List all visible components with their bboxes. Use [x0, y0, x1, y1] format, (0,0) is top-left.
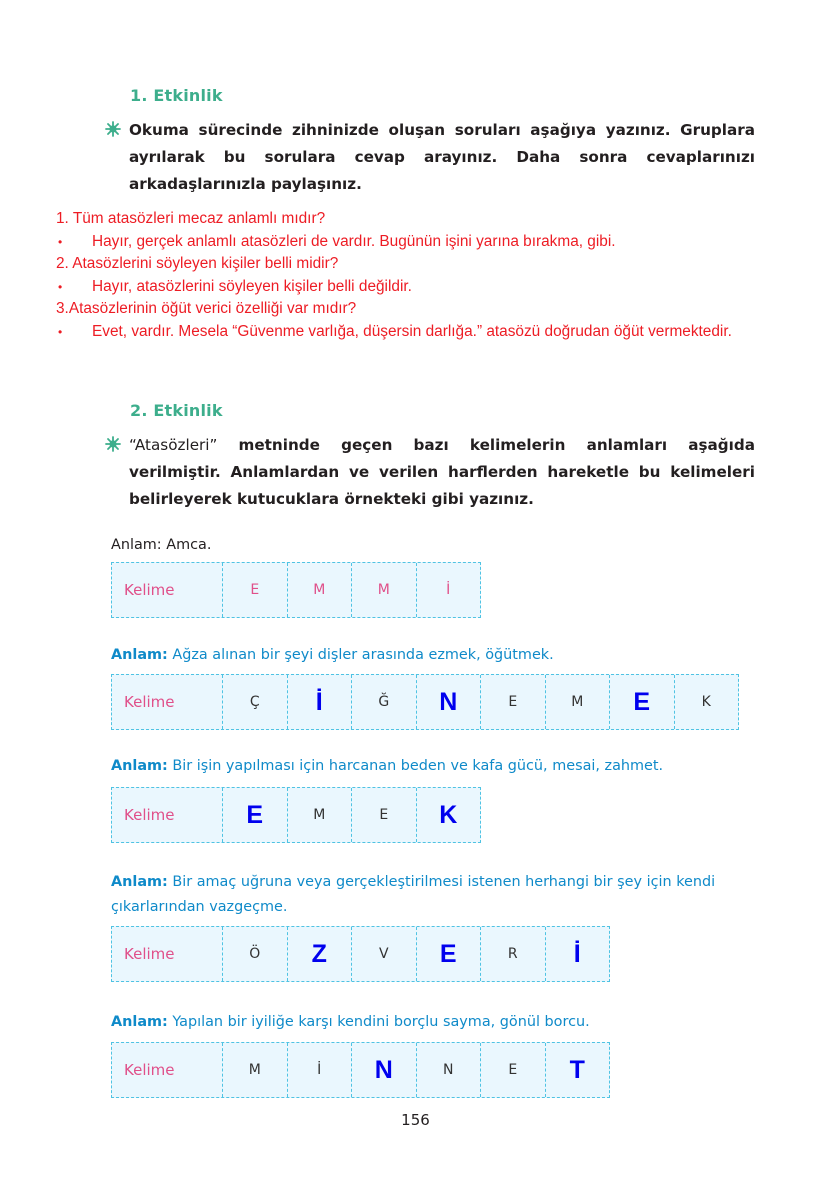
- bullet-icon: •: [58, 234, 63, 249]
- letter-box[interactable]: E: [351, 788, 416, 842]
- answers-list: [56, 208, 826, 343]
- letter-box[interactable]: N: [416, 1043, 481, 1097]
- letter-box[interactable]: M: [351, 563, 416, 617]
- letter-box-filled[interactable]: N: [416, 675, 481, 729]
- green-star-bullet-icon: [105, 436, 121, 452]
- letter-box[interactable]: E: [480, 1043, 545, 1097]
- letter-box-filled[interactable]: E: [222, 788, 287, 842]
- word-table-2: [111, 787, 481, 843]
- letter-box[interactable]: V: [351, 927, 416, 981]
- meaning-label: Anlam:: [111, 874, 168, 890]
- letter-box-filled[interactable]: E: [609, 675, 674, 729]
- instruction-text: [129, 432, 755, 513]
- activity-1-heading: 1. Etkinlik: [130, 86, 223, 105]
- meaning-text: Ağza alınan bir şeyi dişler arasında ezmek, öğütmek.: [167, 647, 554, 663]
- answer-text: Hayır, atasözlerini söyleyen kişiler belli değildir.: [92, 277, 412, 295]
- meaning-label: Anlam:: [111, 537, 162, 553]
- meaning-0: [111, 533, 751, 558]
- letter-box-filled[interactable]: K: [416, 788, 481, 842]
- meaning-label: Anlam:: [111, 1014, 168, 1030]
- letter-box[interactable]: E: [222, 563, 287, 617]
- letter-box[interactable]: Ğ: [351, 675, 416, 729]
- meaning-text: Bir amaç uğruna veya gerçekleştirilmesi istenen herhangi bir şey için kendi çıkarlarından vazgeçme.: [111, 874, 716, 915]
- letter-box[interactable]: Ö: [222, 927, 287, 981]
- word-table-4: [111, 1042, 610, 1098]
- meaning-label: Anlam:: [111, 758, 168, 774]
- meaning-1: [111, 643, 751, 668]
- letter-box-filled[interactable]: Z: [287, 927, 352, 981]
- word-label: Kelime: [124, 693, 175, 711]
- answer-1: [56, 231, 826, 254]
- instruction-body: metninde geçen bazı kelimelerin anlamları aşağıda verilmiştir. Anlamlardan ve verilen harflerden hareketle bu kelimeleri belirleyerek kutucuklara örnekteki gibi yazınız.: [129, 436, 755, 508]
- meaning-3: [111, 870, 751, 920]
- green-star-bullet-icon: [105, 121, 121, 137]
- letter-box[interactable]: M: [222, 1043, 287, 1097]
- answer-3: [56, 321, 826, 344]
- meaning-text: Yapılan bir iyiliğe karşı kendini borçlu sayma, gönül borcu.: [167, 1014, 590, 1030]
- letter-box[interactable]: Ç: [222, 675, 287, 729]
- bullet-icon: •: [58, 324, 63, 339]
- page-number: 156: [401, 1111, 430, 1129]
- letter-box[interactable]: M: [287, 563, 352, 617]
- bullet-icon: •: [58, 279, 63, 294]
- letter-box[interactable]: R: [480, 927, 545, 981]
- meaning-2: [111, 754, 751, 779]
- text-title-quote: “Atasözleri”: [129, 436, 218, 454]
- answer-text: Hayır, gerçek anlamlı atasözleri de vardır. Bugünün işini yarına bırakma, gibi.: [92, 232, 616, 250]
- letter-box[interactable]: K: [674, 675, 739, 729]
- question-2: 2. Atasözlerini söyleyen kişiler belli midir?: [56, 255, 339, 272]
- letter-box[interactable]: İ: [287, 1043, 352, 1097]
- activity-2-heading: 2. Etkinlik: [130, 401, 223, 420]
- meaning-label: Anlam:: [111, 647, 168, 663]
- answer-text: Evet, vardır. Mesela “Güvenme varlığa, düşersin darlığa.” atasözü doğrudan öğüt vermektedir.: [92, 322, 732, 340]
- letter-box-filled[interactable]: İ: [287, 675, 352, 729]
- letter-box-filled[interactable]: E: [416, 927, 481, 981]
- meaning-4: [111, 1010, 751, 1035]
- letter-box[interactable]: İ: [416, 563, 481, 617]
- letter-box[interactable]: E: [480, 675, 545, 729]
- activity-2-instruction: [105, 432, 755, 513]
- activity-1-instruction: [105, 117, 755, 198]
- instruction-text: Okuma sürecinde zihninizde oluşan soruları aşağıya yazınız. Gruplara ayrılarak bu sorulara cevap arayınız. Daha sonra cevaplarınızı arkadaşlarınızla paylaşınız.: [129, 121, 755, 193]
- letter-box[interactable]: M: [545, 675, 610, 729]
- word-table-3: [111, 926, 610, 982]
- letter-box-filled[interactable]: T: [545, 1043, 610, 1097]
- question-1: 1. Tüm atasözleri mecaz anlamlı mıdır?: [56, 210, 326, 227]
- letter-box[interactable]: M: [287, 788, 352, 842]
- letter-box-filled[interactable]: İ: [545, 927, 610, 981]
- meaning-text: Bir işin yapılması için harcanan beden ve kafa gücü, mesai, zahmet.: [167, 758, 664, 774]
- answer-2: [56, 276, 826, 299]
- word-table-1: [111, 674, 739, 730]
- meaning-text: Amca.: [161, 537, 212, 553]
- word-label: Kelime: [124, 806, 175, 824]
- question-3: 3.Atasözlerinin öğüt verici özelliği var mıdır?: [56, 300, 357, 317]
- letter-box-filled[interactable]: N: [351, 1043, 416, 1097]
- word-label: Kelime: [124, 581, 175, 599]
- word-table-0: [111, 562, 481, 618]
- word-label: Kelime: [124, 945, 175, 963]
- word-label: Kelime: [124, 1061, 175, 1079]
